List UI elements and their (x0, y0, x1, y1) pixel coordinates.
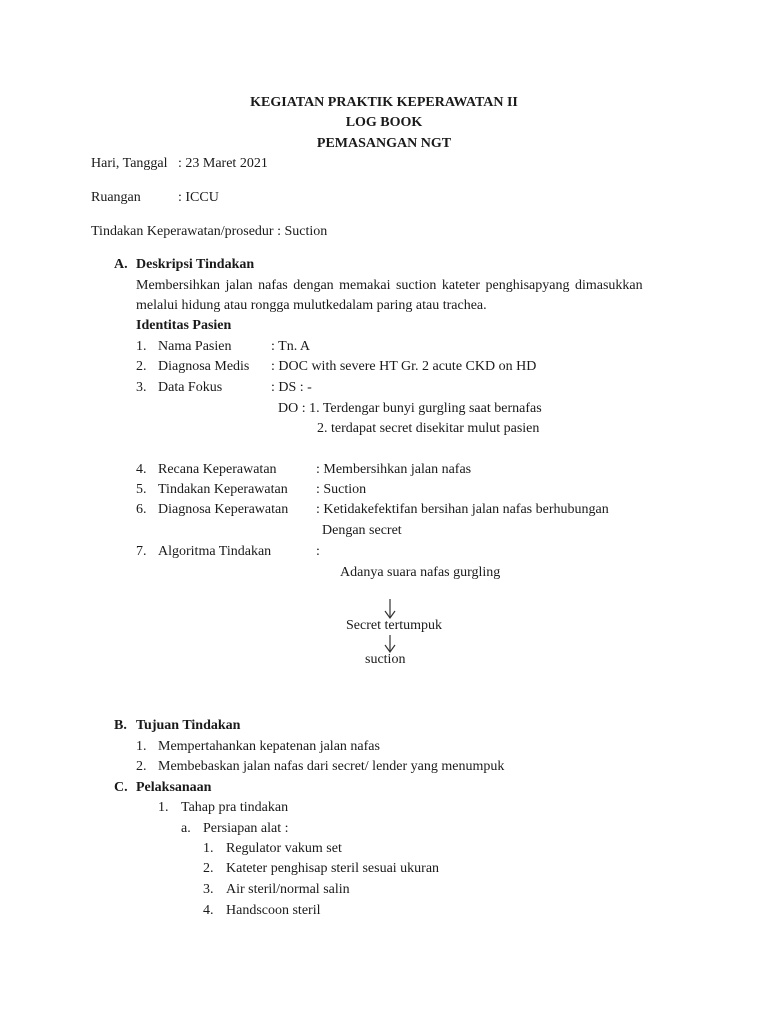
list-item-number: 7. (136, 544, 147, 559)
section-a-title: Deskripsi Tindakan (136, 257, 255, 272)
room-label: Ruangan (91, 190, 141, 205)
section-c-marker: C. (114, 780, 128, 795)
nursing-plan-label: Recana Keperawatan (158, 462, 277, 477)
flow-step-2: Secret tertumpuk (346, 618, 443, 633)
tool-item: Kateter penghisap steril sesuai ukuran (226, 861, 440, 876)
pre-action-step: Tahap pra tindakan (181, 800, 289, 815)
nursing-plan-value: : Membersihkan jalan nafas (316, 462, 472, 477)
section-a-description-line-2: melalui hidung atau rongga mulutkedalam paring atau trachea. (136, 298, 487, 313)
procedure-line: Tindakan Keperawatan/prosedur : Suction (91, 224, 328, 239)
date-label: Hari, Tanggal (91, 156, 168, 171)
section-c-title: Pelaksanaan (136, 780, 212, 795)
room-value: : ICCU (178, 190, 219, 205)
tool-prep-heading: Persiapan alat : (203, 821, 289, 836)
focus-data-label: Data Fokus (158, 380, 223, 395)
doc-title-line-3: PEMASANGAN NGT (316, 136, 452, 151)
list-item-number: 3. (203, 882, 214, 897)
doc-title-line-1: KEGIATAN PRAKTIK KEPERAWATAN II (250, 95, 518, 110)
nursing-diagnosis-value: : Ketidakefektifan bersihan jalan nafas berhubungan (316, 502, 609, 517)
list-item-number: 2. (136, 359, 147, 374)
list-item-number: 2. (136, 759, 147, 774)
identity-title: Identitas Pasien (136, 318, 232, 333)
tool-item: Regulator vakum set (226, 841, 342, 856)
medical-diagnosis-value: : DOC with severe HT Gr. 2 acute CKD on HD (271, 359, 537, 374)
nursing-action-value: : Suction (316, 482, 367, 497)
patient-name-label: Nama Pasien (158, 339, 232, 354)
nursing-diagnosis-label: Diagnosa Keperawatan (158, 502, 289, 517)
focus-data-do-line-1: DO : 1. Terdengar bunyi gurgling saat bernafas (278, 401, 542, 416)
tool-item: Air steril/normal salin (226, 882, 350, 897)
algorithm-label: Algoritma Tindakan (158, 544, 272, 559)
section-b-marker: B. (114, 718, 127, 733)
list-item-number: 4. (136, 462, 147, 477)
list-item-number: 1. (136, 339, 147, 354)
list-item-number: 1. (203, 841, 214, 856)
nursing-diagnosis-continuation: Dengan secret (322, 523, 402, 538)
section-b-title: Tujuan Tindakan (136, 718, 241, 733)
list-item-number: 2. (203, 861, 214, 876)
flow-step-3: suction (365, 652, 406, 667)
doc-title-line-2: LOG BOOK (345, 115, 423, 130)
tool-item: Handscoon steril (226, 903, 321, 918)
list-item-number: 4. (203, 903, 214, 918)
list-item-marker: a. (181, 821, 191, 836)
focus-data-ds-value: : DS : - (271, 380, 312, 395)
medical-diagnosis-label: Diagnosa Medis (158, 359, 250, 374)
nursing-action-label: Tindakan Keperawatan (158, 482, 288, 497)
goal-item-1: Mempertahankan kepatenan jalan nafas (158, 739, 380, 754)
section-a-description-line-1: Membersihkan jalan nafas dengan memakai suction kateter penghisapyang dimasukkan (136, 278, 643, 293)
list-item-number: 1. (158, 800, 169, 815)
list-item-number: 3. (136, 380, 147, 395)
algorithm-value: : (316, 544, 320, 559)
section-a-marker: A. (114, 257, 128, 272)
patient-name-value: : Tn. A (271, 339, 311, 354)
list-item-number: 5. (136, 482, 147, 497)
flow-step-1: Adanya suara nafas gurgling (340, 565, 501, 580)
list-item-number: 1. (136, 739, 147, 754)
focus-data-do-line-2: 2. terdapat secret disekitar mulut pasien (317, 421, 540, 436)
goal-item-2: Membebaskan jalan nafas dari secret/ lender yang menumpuk (158, 759, 505, 774)
date-value: : 23 Maret 2021 (178, 156, 268, 171)
list-item-number: 6. (136, 502, 147, 517)
